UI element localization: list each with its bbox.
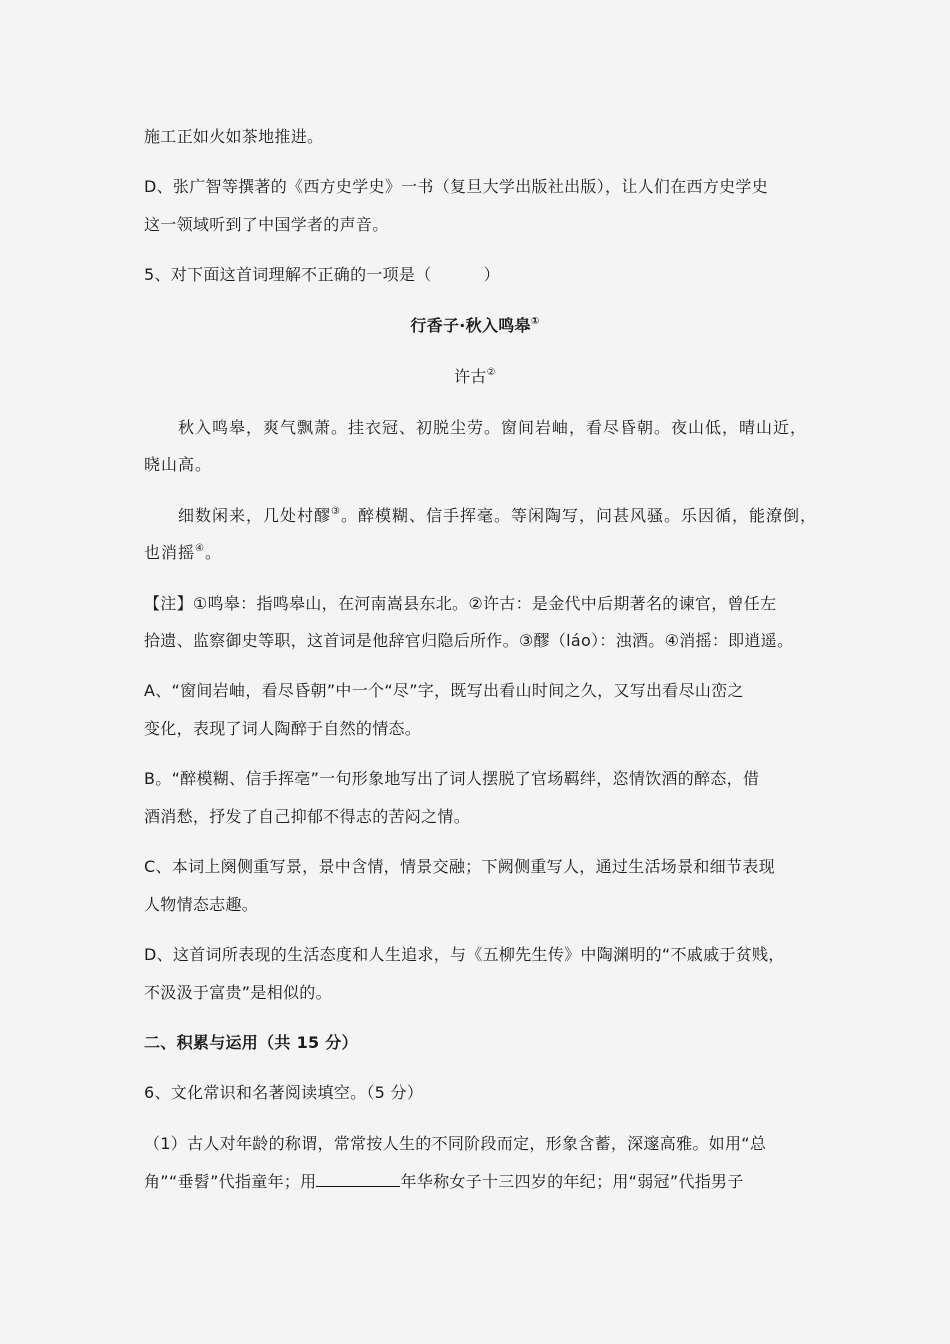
notes-line-1: 【注】①鸣皋：指鸣皋山，在河南嵩县东北。②许古：是金代中后期著名的谏官，曾任左 — [144, 594, 777, 613]
poem-stanza-1-line-2: 晓山高。 — [144, 455, 213, 474]
poem-stanza-2-line-2: 也消摇④。 — [144, 543, 222, 562]
footnote-marker: ① — [530, 316, 540, 327]
option-d-prev-line-2: 这一领域听到了中国学者的声音。 — [144, 215, 389, 234]
question-6-stem: 6、文化常识和名著阅读填空。（5 分） — [144, 1083, 424, 1102]
question-6-part-1-line-2: 角”“垂髫”代指童年；用 年华称女子十三四岁的年纪；用“弱冠”代指男子 — [144, 1172, 744, 1191]
poem-stanza-1-line-1: 秋入鸣皋，爽气飘萧。挂衣冠、初脱尘劳。窗间岩岫，看尽昏朝。夜山低，晴山近， — [178, 418, 808, 437]
footnote-marker: ④ — [195, 543, 205, 554]
option-d-prev-line-1: D、张广智等撰著的《西方史学史》一书（复旦大学出版社出版），让人们在西方史学史 — [144, 177, 769, 196]
option-d-line-1: D、这首词所表现的生活态度和人生追求，与《五柳先生传》中陶渊明的“不戚戚于贫贱， — [144, 945, 785, 964]
notes-line-2: 拾遗、监察御史等职，这首词是他辞官归隐后所作。③醪（láo）：浊酒。④消摇：即逍遥。 — [144, 631, 794, 650]
fill-in-blank[interactable] — [316, 1172, 400, 1187]
option-a-line-2: 变化，表现了词人陶醉于自然的情态。 — [144, 719, 422, 738]
option-c-line-2: 人物情态志趣。 — [144, 895, 259, 914]
option-b-line-2: 酒消愁，抒发了自己抑郁不得志的苦闷之情。 — [144, 807, 471, 826]
section-2-heading: 二、积累与运用（共 15 分） — [144, 1033, 358, 1052]
option-d-line-2: 不汲汲于富贵”是相似的。 — [144, 983, 332, 1002]
poem-stanza-2-line-1: 细数闲来，几处村醪③。醉模糊、信手挥毫。等闲陶写，问甚风骚。乐因循，能潦倒， — [178, 506, 817, 525]
question-5-stem: 5、对下面这首词理解不正确的一项是（ ） — [144, 265, 500, 284]
poem-title: 行香子·秋入鸣皋① — [410, 316, 540, 335]
option-b-line-1: B。“醉模糊、信手挥亳”一句形象地写出了词人摆脱了官场羁绊，恣情饮酒的醉态，借 — [144, 769, 760, 788]
footnote-marker: ③ — [331, 506, 341, 517]
continuation-line: 施工正如火如茶地推进。 — [144, 127, 324, 146]
option-a-line-1: A、“窗间岩岫，看尽昏朝”中一个“尽”字，既写出看山时间之久，又写出看尽山峦之 — [144, 681, 744, 700]
option-c-line-1: C、本词上阕侧重写景，景中含情，情景交融；下阙侧重写人，通过生活场景和细节表现 — [144, 857, 775, 876]
poem-author: 许古② — [454, 367, 496, 386]
question-6-part-1-line-1: （1）古人对年龄的称谓，常常按人生的不同阶段而定，形象含蓄，深邃高雅。如用“总 — [144, 1134, 767, 1153]
footnote-marker: ② — [486, 367, 496, 378]
